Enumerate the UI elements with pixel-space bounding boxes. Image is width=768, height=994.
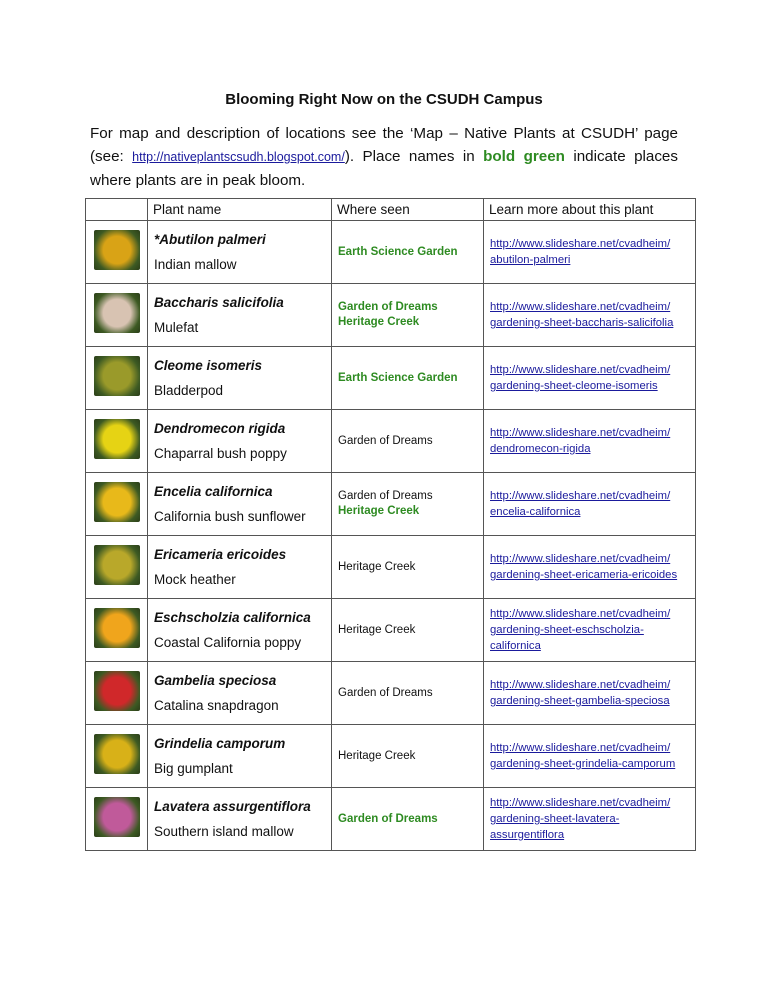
intro-text-3: indicate places where plants are in peak bloom. <box>90 148 678 189</box>
table-row <box>86 221 696 284</box>
intro-highlight: bold green <box>483 148 565 165</box>
intro-text-1: For map and description of locations see the ‘Map – Native Plants at CSUDH’ page (see: <box>90 125 678 165</box>
link-text-part: gardening-sheet-lavatera- <box>490 813 620 825</box>
table-row <box>86 473 696 536</box>
scientific-name: Baccharis salicifolia <box>154 295 284 310</box>
plant-photo-cell <box>86 473 148 536</box>
plant-photo-cell <box>86 725 148 788</box>
slideshare-link[interactable] <box>490 490 670 518</box>
where-seen-cell <box>332 221 484 284</box>
learn-more-cell <box>484 347 696 410</box>
location: Heritage Creek <box>338 623 416 636</box>
plant-photo-cell <box>86 284 148 347</box>
location-peak-bloom: Garden of Dreams <box>338 301 438 313</box>
common-name: Mock heather <box>154 572 236 587</box>
location: Garden of Dreams <box>338 490 433 502</box>
plant-photo-cell <box>86 788 148 851</box>
learn-more-cell <box>484 284 696 347</box>
header-where-seen: Where seen <box>332 199 484 221</box>
link-text-part: californica <box>490 640 541 652</box>
link-text-part: http://www.slideshare.net/cvadheim/ <box>490 490 671 502</box>
location-peak-bloom: Earth Science Garden <box>338 245 458 258</box>
learn-more-cell <box>484 662 696 725</box>
table-header-row <box>86 199 696 221</box>
plant-name-cell <box>148 536 332 599</box>
where-seen-cell <box>332 536 484 599</box>
table-row <box>86 599 696 662</box>
where-seen-cell <box>332 662 484 725</box>
table-body <box>86 221 696 851</box>
link-text-part: http://www.slideshare.net/cvadheim/ <box>490 797 671 809</box>
where-seen-cell <box>332 410 484 473</box>
plant-name-cell <box>148 473 332 536</box>
scientific-name: Dendromecon rigida <box>154 421 286 436</box>
common-name: Chaparral bush poppy <box>154 446 287 461</box>
link-text-part: dendromecon-rigida <box>490 443 591 455</box>
table-row <box>86 662 696 725</box>
learn-more-cell <box>484 599 696 662</box>
table-row <box>86 536 696 599</box>
slideshare-link[interactable] <box>490 742 675 770</box>
location-peak-bloom: Heritage Creek <box>338 505 420 517</box>
link-text-part: gardening-sheet-gambelia-speciosa <box>490 695 670 707</box>
where-seen-cell <box>332 347 484 410</box>
link-text-part: gardening-sheet-ericameria-ericoides <box>490 569 678 581</box>
slideshare-link[interactable] <box>490 797 670 841</box>
where-seen-cell <box>332 284 484 347</box>
link-text-part: http://www.slideshare.net/cvadheim/ <box>490 742 671 754</box>
learn-more-cell <box>484 788 696 851</box>
intro-paragraph <box>90 122 678 192</box>
scientific-name: Cleome isomeris <box>154 358 263 373</box>
plant-photo-cell <box>86 536 148 599</box>
plant-photo <box>94 356 140 396</box>
scientific-name: Eschscholzia californica <box>154 610 311 625</box>
table-row <box>86 284 696 347</box>
link-text-part: encelia-californica <box>490 506 581 518</box>
plant-name-cell <box>148 347 332 410</box>
slideshare-link[interactable] <box>490 301 673 329</box>
plant-photo <box>94 734 140 774</box>
common-name: Big gumplant <box>154 761 233 776</box>
plant-name-cell <box>148 599 332 662</box>
slideshare-link[interactable] <box>490 553 677 581</box>
location: Heritage Creek <box>338 560 416 573</box>
link-text-part: gardening-sheet-cleome-isomeris <box>490 380 658 392</box>
learn-more-cell <box>484 410 696 473</box>
link-text-part: http://www.slideshare.net/cvadheim/ <box>490 364 671 376</box>
plant-photo <box>94 608 140 648</box>
learn-more-cell <box>484 221 696 284</box>
plant-name-cell <box>148 284 332 347</box>
plant-name-cell <box>148 788 332 851</box>
plant-photo <box>94 671 140 711</box>
scientific-name: Ericameria ericoides <box>154 547 287 562</box>
plant-photo <box>94 545 140 585</box>
where-seen-cell <box>332 599 484 662</box>
header-plant-name: Plant name <box>148 199 332 221</box>
learn-more-cell <box>484 725 696 788</box>
where-seen-cell <box>332 725 484 788</box>
link-text-part: http://www.slideshare.net/cvadheim/ <box>490 238 671 250</box>
scientific-name: Lavatera assurgentiflora <box>154 799 311 814</box>
scientific-name: *Abutilon palmeri <box>154 232 266 247</box>
plant-photo-cell <box>86 410 148 473</box>
plant-photo <box>94 293 140 333</box>
location-peak-bloom: Garden of Dreams <box>338 812 438 825</box>
learn-more-cell <box>484 473 696 536</box>
common-name: Coastal California poppy <box>154 635 302 650</box>
plants-table <box>85 198 696 851</box>
link-text-part: http://www.slideshare.net/cvadheim/ <box>490 608 671 620</box>
slideshare-link[interactable] <box>490 679 670 707</box>
common-name: California bush sunflower <box>154 509 306 524</box>
location-peak-bloom: Heritage Creek <box>338 316 420 328</box>
slideshare-link[interactable] <box>490 364 670 392</box>
page-title: Blooming Right Now on the CSUDH Campus <box>225 91 543 108</box>
plant-photo-cell <box>86 662 148 725</box>
plant-name-cell <box>148 725 332 788</box>
location: Heritage Creek <box>338 749 416 762</box>
link-text-part: http://www.slideshare.net/cvadheim/ <box>490 301 671 313</box>
plant-name-cell <box>148 662 332 725</box>
blog-link[interactable]: http://nativeplantscsudh.blogspot.com/ <box>132 150 345 164</box>
location: Garden of Dreams <box>338 434 433 447</box>
plant-photo <box>94 482 140 522</box>
link-text-part: gardening-sheet-eschscholzia- <box>490 624 644 636</box>
plant-name-cell <box>148 410 332 473</box>
table-row <box>86 725 696 788</box>
common-name: Catalina snapdragon <box>154 698 279 713</box>
link-text-part: assurgentiflora <box>490 829 565 841</box>
link-text-part: gardening-sheet-grindelia-camporum <box>490 758 676 770</box>
link-text-part: http://www.slideshare.net/cvadheim/ <box>490 553 671 565</box>
intro-text-2: ). Place names in <box>344 148 484 165</box>
common-name: Indian mallow <box>154 257 237 272</box>
plant-photo-cell <box>86 347 148 410</box>
table-row <box>86 410 696 473</box>
slideshare-link[interactable] <box>490 427 670 455</box>
link-text-part: http://www.slideshare.net/cvadheim/ <box>490 427 671 439</box>
common-name: Southern island mallow <box>154 824 294 839</box>
common-name: Bladderpod <box>154 383 224 398</box>
plant-photo <box>94 419 140 459</box>
slideshare-link[interactable] <box>490 238 670 266</box>
table-row <box>86 347 696 410</box>
common-name: Mulefat <box>154 320 199 335</box>
scientific-name: Grindelia camporum <box>154 736 286 751</box>
plant-photo <box>94 230 140 270</box>
plant-photo-cell <box>86 599 148 662</box>
location-peak-bloom: Earth Science Garden <box>338 371 458 384</box>
header-learn-more: Learn more about this plant <box>484 199 696 221</box>
plant-name-cell <box>148 221 332 284</box>
plant-photo <box>94 797 140 837</box>
header-image-cell <box>86 199 148 221</box>
location: Garden of Dreams <box>338 686 433 699</box>
link-text-part: gardening-sheet-baccharis-salicifolia <box>490 317 674 329</box>
link-text-part: abutilon-palmeri <box>490 254 571 266</box>
scientific-name: Encelia californica <box>154 484 273 499</box>
scientific-name: Gambelia speciosa <box>154 673 277 688</box>
plant-photo-cell <box>86 221 148 284</box>
where-seen-cell <box>332 788 484 851</box>
learn-more-cell <box>484 536 696 599</box>
where-seen-cell <box>332 473 484 536</box>
slideshare-link[interactable] <box>490 608 670 652</box>
link-text-part: http://www.slideshare.net/cvadheim/ <box>490 679 671 691</box>
table-row <box>86 788 696 851</box>
